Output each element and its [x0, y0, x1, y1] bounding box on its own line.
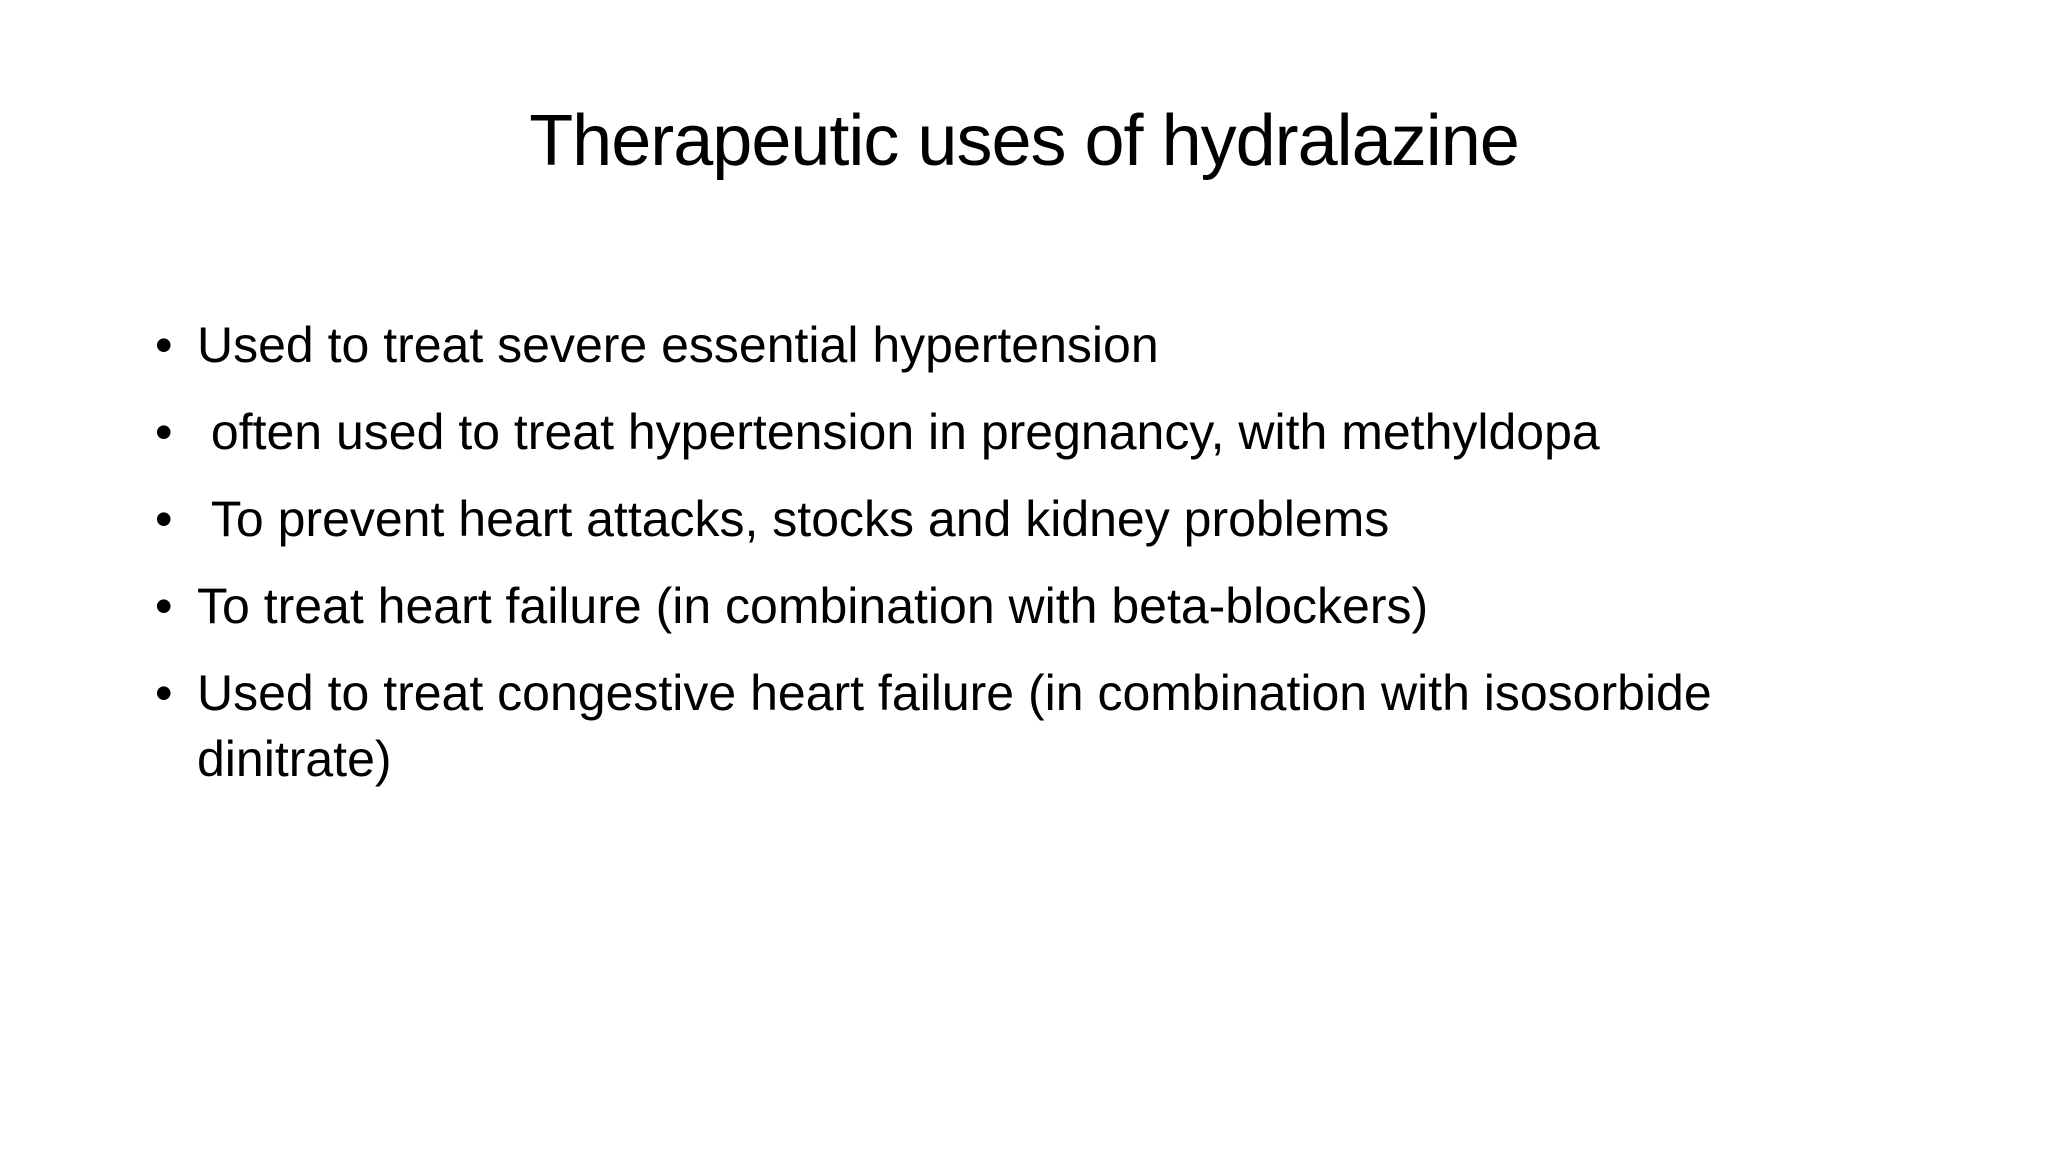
bullet-dot-icon: •	[155, 578, 173, 634]
slide-title: Therapeutic uses of hydralazine	[529, 101, 1519, 181]
bullet-list	[155, 312, 1915, 813]
bullet-dot-icon: •	[155, 317, 173, 373]
list-item	[155, 660, 1915, 792]
bullet-text: To treat heart failure (in combination with beta-blockers)	[197, 578, 1429, 634]
list-item	[155, 486, 1915, 552]
bullet-text: often used to treat hypertension in pregnancy, with methyldopa	[197, 404, 1600, 460]
bullet-text: Used to treat congestive heart failure (in combination with isosorbide dinitrate)	[197, 665, 1726, 787]
bullet-dot-icon: •	[155, 491, 173, 547]
bullet-text: To prevent heart attacks, stocks and kidney problems	[197, 491, 1390, 547]
list-item	[155, 399, 1915, 465]
bullet-text: Used to treat severe essential hypertension	[197, 317, 1159, 373]
bullet-dot-icon: •	[155, 665, 173, 721]
list-item	[155, 573, 1915, 639]
list-item	[155, 312, 1915, 378]
bullet-dot-icon: •	[155, 404, 173, 460]
